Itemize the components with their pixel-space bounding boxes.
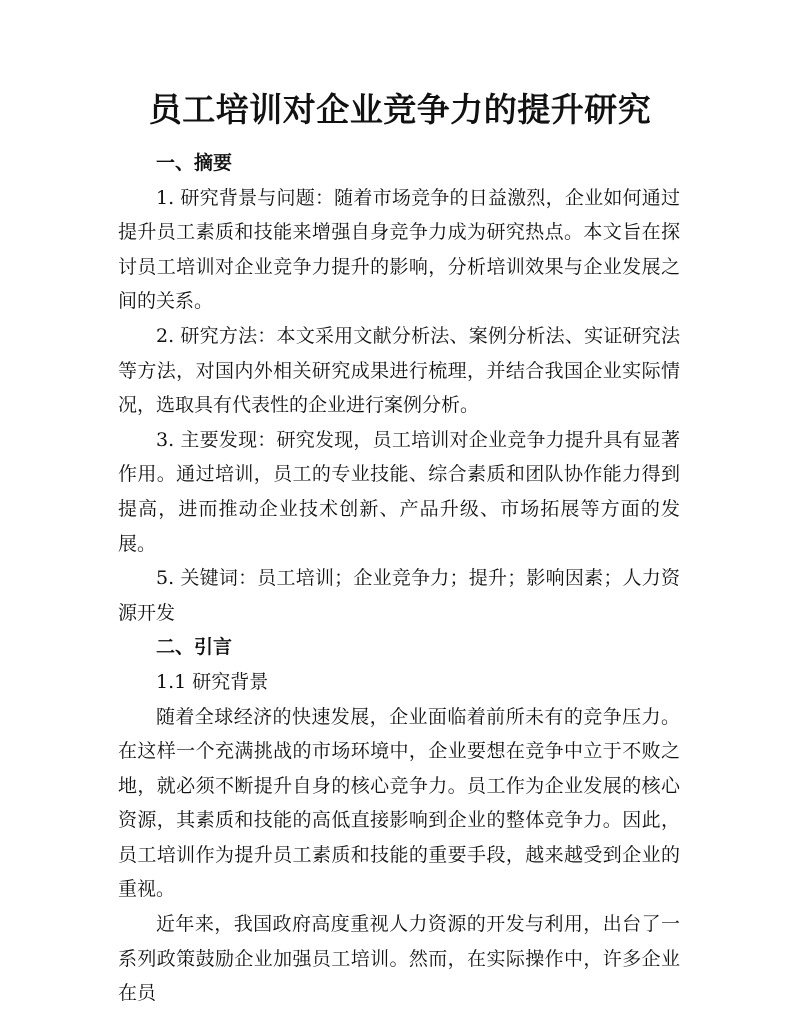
abstract-heading: 一、摘要 xyxy=(156,152,233,174)
document-title: 员工培训对企业竞争力的提升研究 xyxy=(148,90,652,129)
abstract-paragraph-keywords: 5. 关键词：员工培训；企业竞争力；提升；影响因素；人力资源开发 xyxy=(118,567,680,624)
intro-paragraph-1: 随着全球经济的快速发展，企业面临着前所未有的竞争压力。在这样一个充满挑战的市场环境中，企业要想在竞争中立于不败之地，就必须不断提升自身的核心竞争力。员工作为企业发展的核心资源，其素质和技能的高低直接影响到企业的整体竞争力。因此，员工培训作为提升员工素质和技能的重要手段，越来越受到企业的重视。 xyxy=(118,705,680,901)
intro-heading: 二、引言 xyxy=(156,636,233,659)
abstract-paragraph-methods: 2. 研究方法：本文采用文献分析法、案例分析法、实证研究法等方法，对国内外相关研究成果进行梳理，并结合我国企业实际情况，选取具有代表性的企业进行案例分析。 xyxy=(118,324,680,417)
intro-subheading: 1.1 研究背景 xyxy=(156,670,269,693)
intro-paragraph-2: 近年来，我国政府高度重视人力资源的开发与利用，出台了一系列政策鼓励企业加强员工培训。然而，在实际操作中，许多企业在员 xyxy=(118,913,680,1005)
abstract-paragraph-findings: 3. 主要发现：研究发现，员工培训对企业竞争力提升具有显著作用。通过培训，员工的专业技能、综合素质和团队协作能力得到提高，进而推动企业技术创新、产品升级、市场拓展等方面的发展。 xyxy=(118,428,680,555)
abstract-paragraph-background: 1. 研究背景与问题：随着市场竞争的日益激烈，企业如何通过提升员工素质和技能来增强自身竞争力成为研究热点。本文旨在探讨员工培训对企业竞争力提升的影响，分析培训效果与企业发展之间的关系。 xyxy=(118,186,680,313)
document-body xyxy=(118,146,680,1011)
